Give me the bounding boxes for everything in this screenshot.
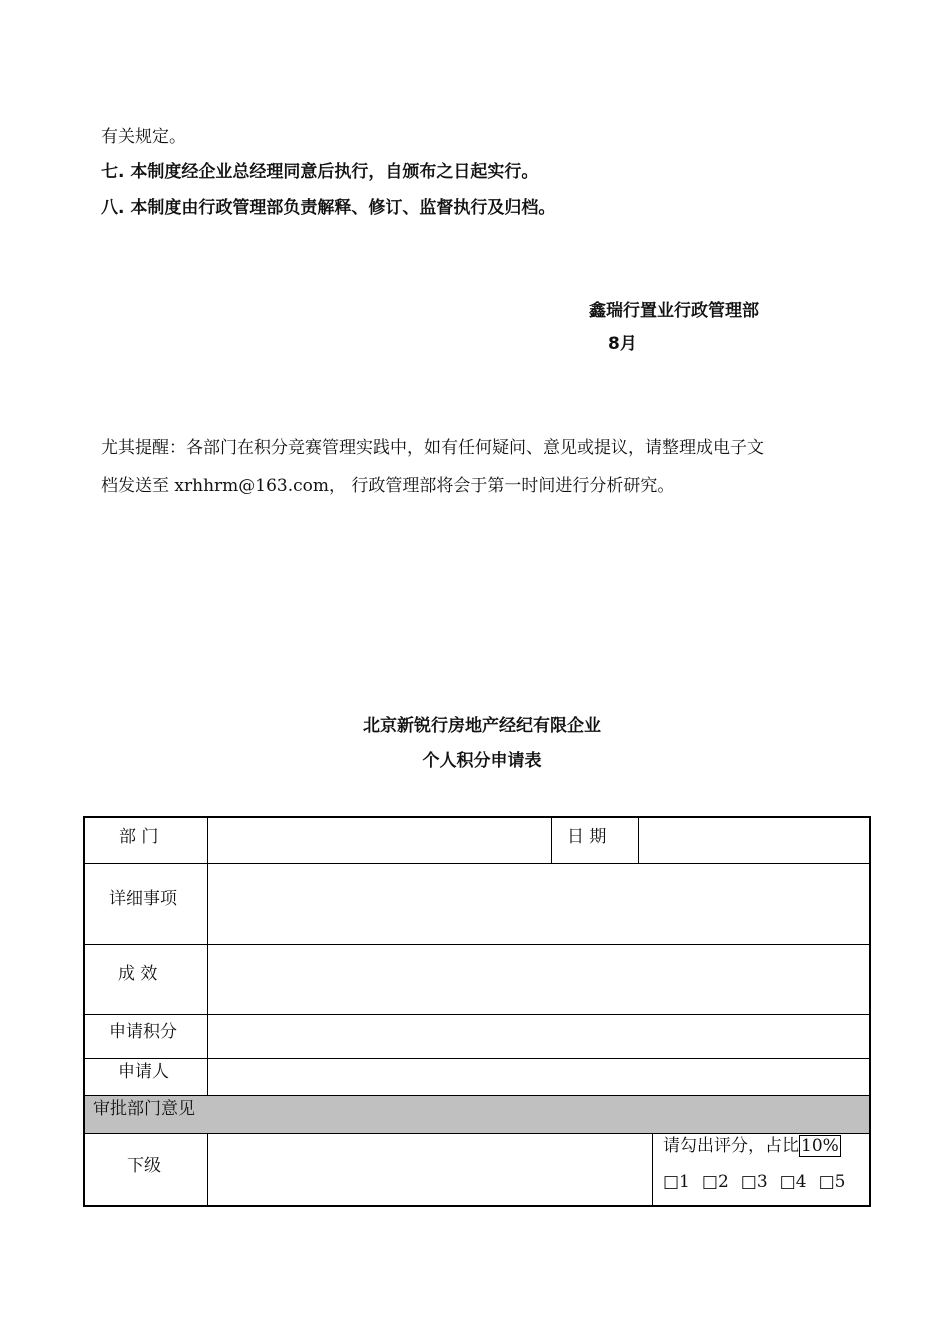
approval-row-background [85, 1096, 869, 1133]
column-divider [551, 818, 552, 863]
row-divider [85, 1133, 869, 1134]
row-divider [85, 944, 869, 945]
rating-ratio: 10% [801, 1136, 839, 1156]
label-department: 部 门 [119, 827, 159, 847]
form-company-name: 北京新锐行房地产经纪有限企业 [363, 716, 601, 736]
rating-option-5[interactable]: □5 [818, 1172, 846, 1192]
form-title: 个人积分申请表 [422, 751, 542, 771]
row-divider [85, 1095, 869, 1096]
label-result: 成 效 [118, 964, 158, 984]
rating-options [663, 1172, 857, 1192]
column-divider [207, 1133, 208, 1205]
application-form-table [83, 816, 871, 1207]
applicant-field[interactable] [212, 1062, 862, 1092]
signature-department: 鑫瑞行置业行政管理部 [589, 301, 759, 321]
label-details: 详细事项 [109, 889, 177, 909]
label-applicant: 申请人 [118, 1062, 169, 1082]
row-divider [85, 863, 869, 864]
column-divider [652, 1133, 653, 1205]
notice-line-2: 档发送至 xrhhrm@163.com， 行政管理部将会于第一时间进行分析研究。 [101, 476, 675, 496]
details-field[interactable] [212, 870, 862, 938]
clause-seven: 七. 本制度经企业总经理同意后执行，自颁布之日起实行。 [101, 162, 539, 182]
label-subordinate: 下级 [127, 1156, 161, 1176]
rating-option-4[interactable]: □4 [779, 1172, 807, 1192]
column-divider [207, 818, 208, 1095]
row-divider [85, 1014, 869, 1015]
row-divider [85, 1058, 869, 1059]
rating-prompt: 请勾出评分，占比 [663, 1136, 799, 1156]
label-date: 日 期 [567, 827, 607, 847]
label-points: 申请积分 [109, 1022, 177, 1042]
label-approval: 审批部门意见 [93, 1099, 195, 1119]
rating-option-1[interactable]: □1 [663, 1172, 690, 1192]
rating-option-3[interactable]: □3 [740, 1172, 768, 1192]
clause-eight: 八. 本制度由行政管理部负责解释、修订、监督执行及归档。 [101, 198, 556, 218]
department-field[interactable] [212, 827, 546, 857]
subordinate-field[interactable] [212, 1138, 648, 1200]
rating-prompt-line [663, 1136, 841, 1156]
date-field[interactable] [643, 827, 863, 857]
signature-date: 8月 [608, 334, 637, 354]
column-divider [638, 818, 639, 863]
rating-option-2[interactable]: □2 [701, 1172, 729, 1192]
text-continuation: 有关规定。 [101, 127, 186, 147]
result-field[interactable] [212, 950, 862, 1008]
points-field[interactable] [212, 1020, 862, 1052]
notice-line-1: 尤其提醒：各部门在积分竞赛管理实践中，如有任何疑问、意见或提议，请整理成电子文 [101, 438, 764, 458]
